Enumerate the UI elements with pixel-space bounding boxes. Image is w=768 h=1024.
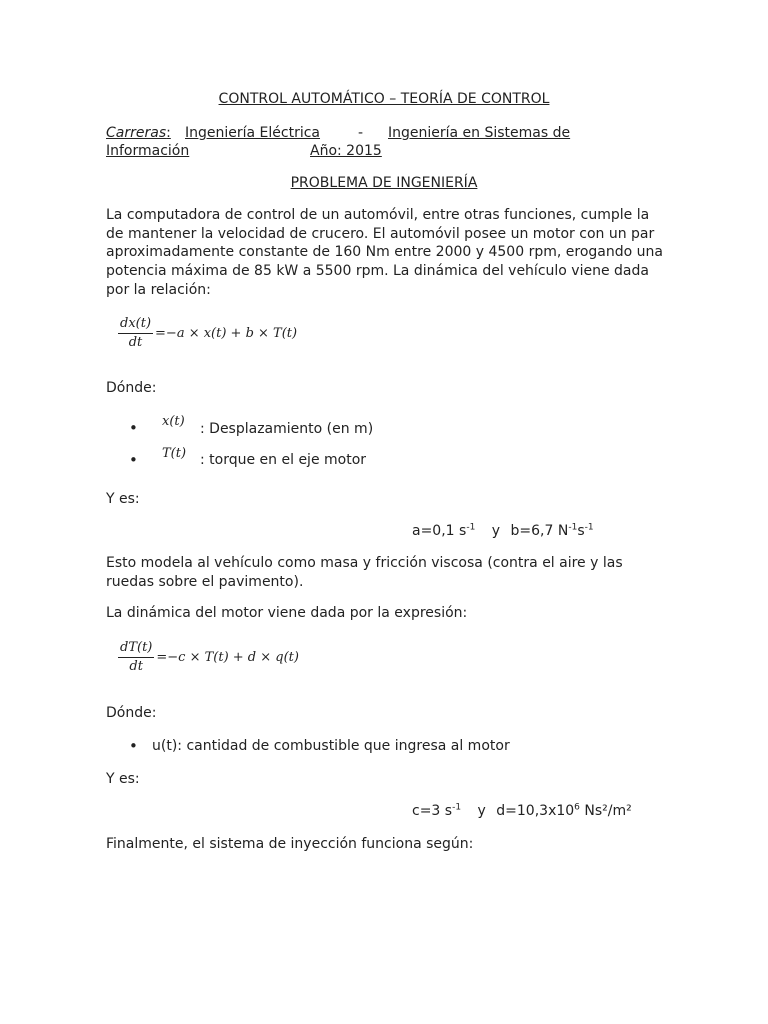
symbol-x-t: x(t)	[162, 414, 185, 429]
constant-b: b=6,7 N	[510, 523, 569, 539]
constant-c-exponent: -1	[452, 802, 462, 813]
equation2-numerator: dT(t)	[118, 640, 154, 658]
section-title: PROBLEMA DE INGENIERÍA	[290, 175, 478, 191]
constant-d-unit: Ns²/m²	[579, 803, 632, 819]
constant-b-exponent-2: -1	[584, 522, 594, 533]
constants2-y: y	[477, 803, 486, 819]
equation2-denominator: dt	[129, 659, 143, 674]
intro-paragraph: La computadora de control de un automóvil, entre otras funciones, cumple la de mantener la velocidad de crucero. El automóvil posee un motor con un par aproximadamente constante de 160 Nm entre 2000 y 4500 rpm, erogando una potencia máxima de 85 kW a 5500 rpm. La dinámica del vehículo viene dada por la relación:	[106, 207, 663, 298]
constant-b-s: s	[577, 523, 585, 539]
definition-torque: : torque en el eje motor	[200, 452, 367, 468]
definition-displacement: : Desplazamiento (en m)	[200, 421, 374, 437]
career-systems-line2: Información	[106, 143, 190, 159]
constants1-y: y	[491, 523, 501, 539]
careers-label: Carreras	[106, 125, 167, 141]
careers-line	[106, 124, 171, 142]
equation1-denominator: dt	[128, 335, 143, 350]
yes-label-1: Y es:	[106, 491, 140, 507]
constant-d: d=10,3x10	[496, 803, 575, 819]
constant-b-exponent-1: -1	[568, 522, 578, 533]
equation-vehicle-dynamics	[118, 316, 297, 351]
equation1-rhs: =−a × x(t) + b × T(t)	[155, 326, 298, 341]
careers-colon: :	[166, 125, 171, 141]
careers-separator: -	[358, 125, 364, 141]
yes-label-2: Y es:	[106, 771, 140, 787]
constant-d-exponent: 6	[574, 802, 580, 813]
constant-a: a=0,1 s	[412, 523, 467, 539]
career-electrical: Ingeniería Eléctrica	[185, 125, 321, 141]
constant-a-exponent: -1	[466, 522, 476, 533]
final-paragraph: Finalmente, el sistema de inyección funciona según:	[106, 836, 474, 852]
equation2-rhs: =−c × T(t) + d × q(t)	[156, 650, 299, 665]
symbol-T-t: T(t)	[162, 446, 187, 461]
document-title: CONTROL AUTOMÁTICO – TEORÍA DE CONTROL	[218, 91, 550, 107]
definition-fuel: u(t): cantidad de combustible que ingresa al motor	[152, 738, 510, 754]
bullet-3: •	[129, 737, 138, 755]
year-label: Año: 2015	[310, 143, 382, 159]
donde-label-1: Dónde:	[106, 380, 157, 396]
equation-motor-dynamics	[118, 640, 299, 675]
motor-intro: La dinámica del motor viene dada por la expresión:	[106, 605, 468, 621]
donde-label-2: Dónde:	[106, 705, 157, 721]
bullet-1: •	[129, 419, 138, 437]
constants-a-b	[412, 522, 594, 540]
equation1-numerator: dx(t)	[118, 316, 153, 334]
constant-c: c=3 s	[412, 803, 453, 819]
constants-c-d	[412, 802, 632, 820]
bullet-2: •	[129, 451, 138, 469]
model-paragraph: Esto modela al vehículo como masa y fricción viscosa (contra el aire y las ruedas sobre el pavimento).	[106, 555, 623, 590]
career-systems-line1: Ingeniería en Sistemas de	[388, 125, 571, 141]
